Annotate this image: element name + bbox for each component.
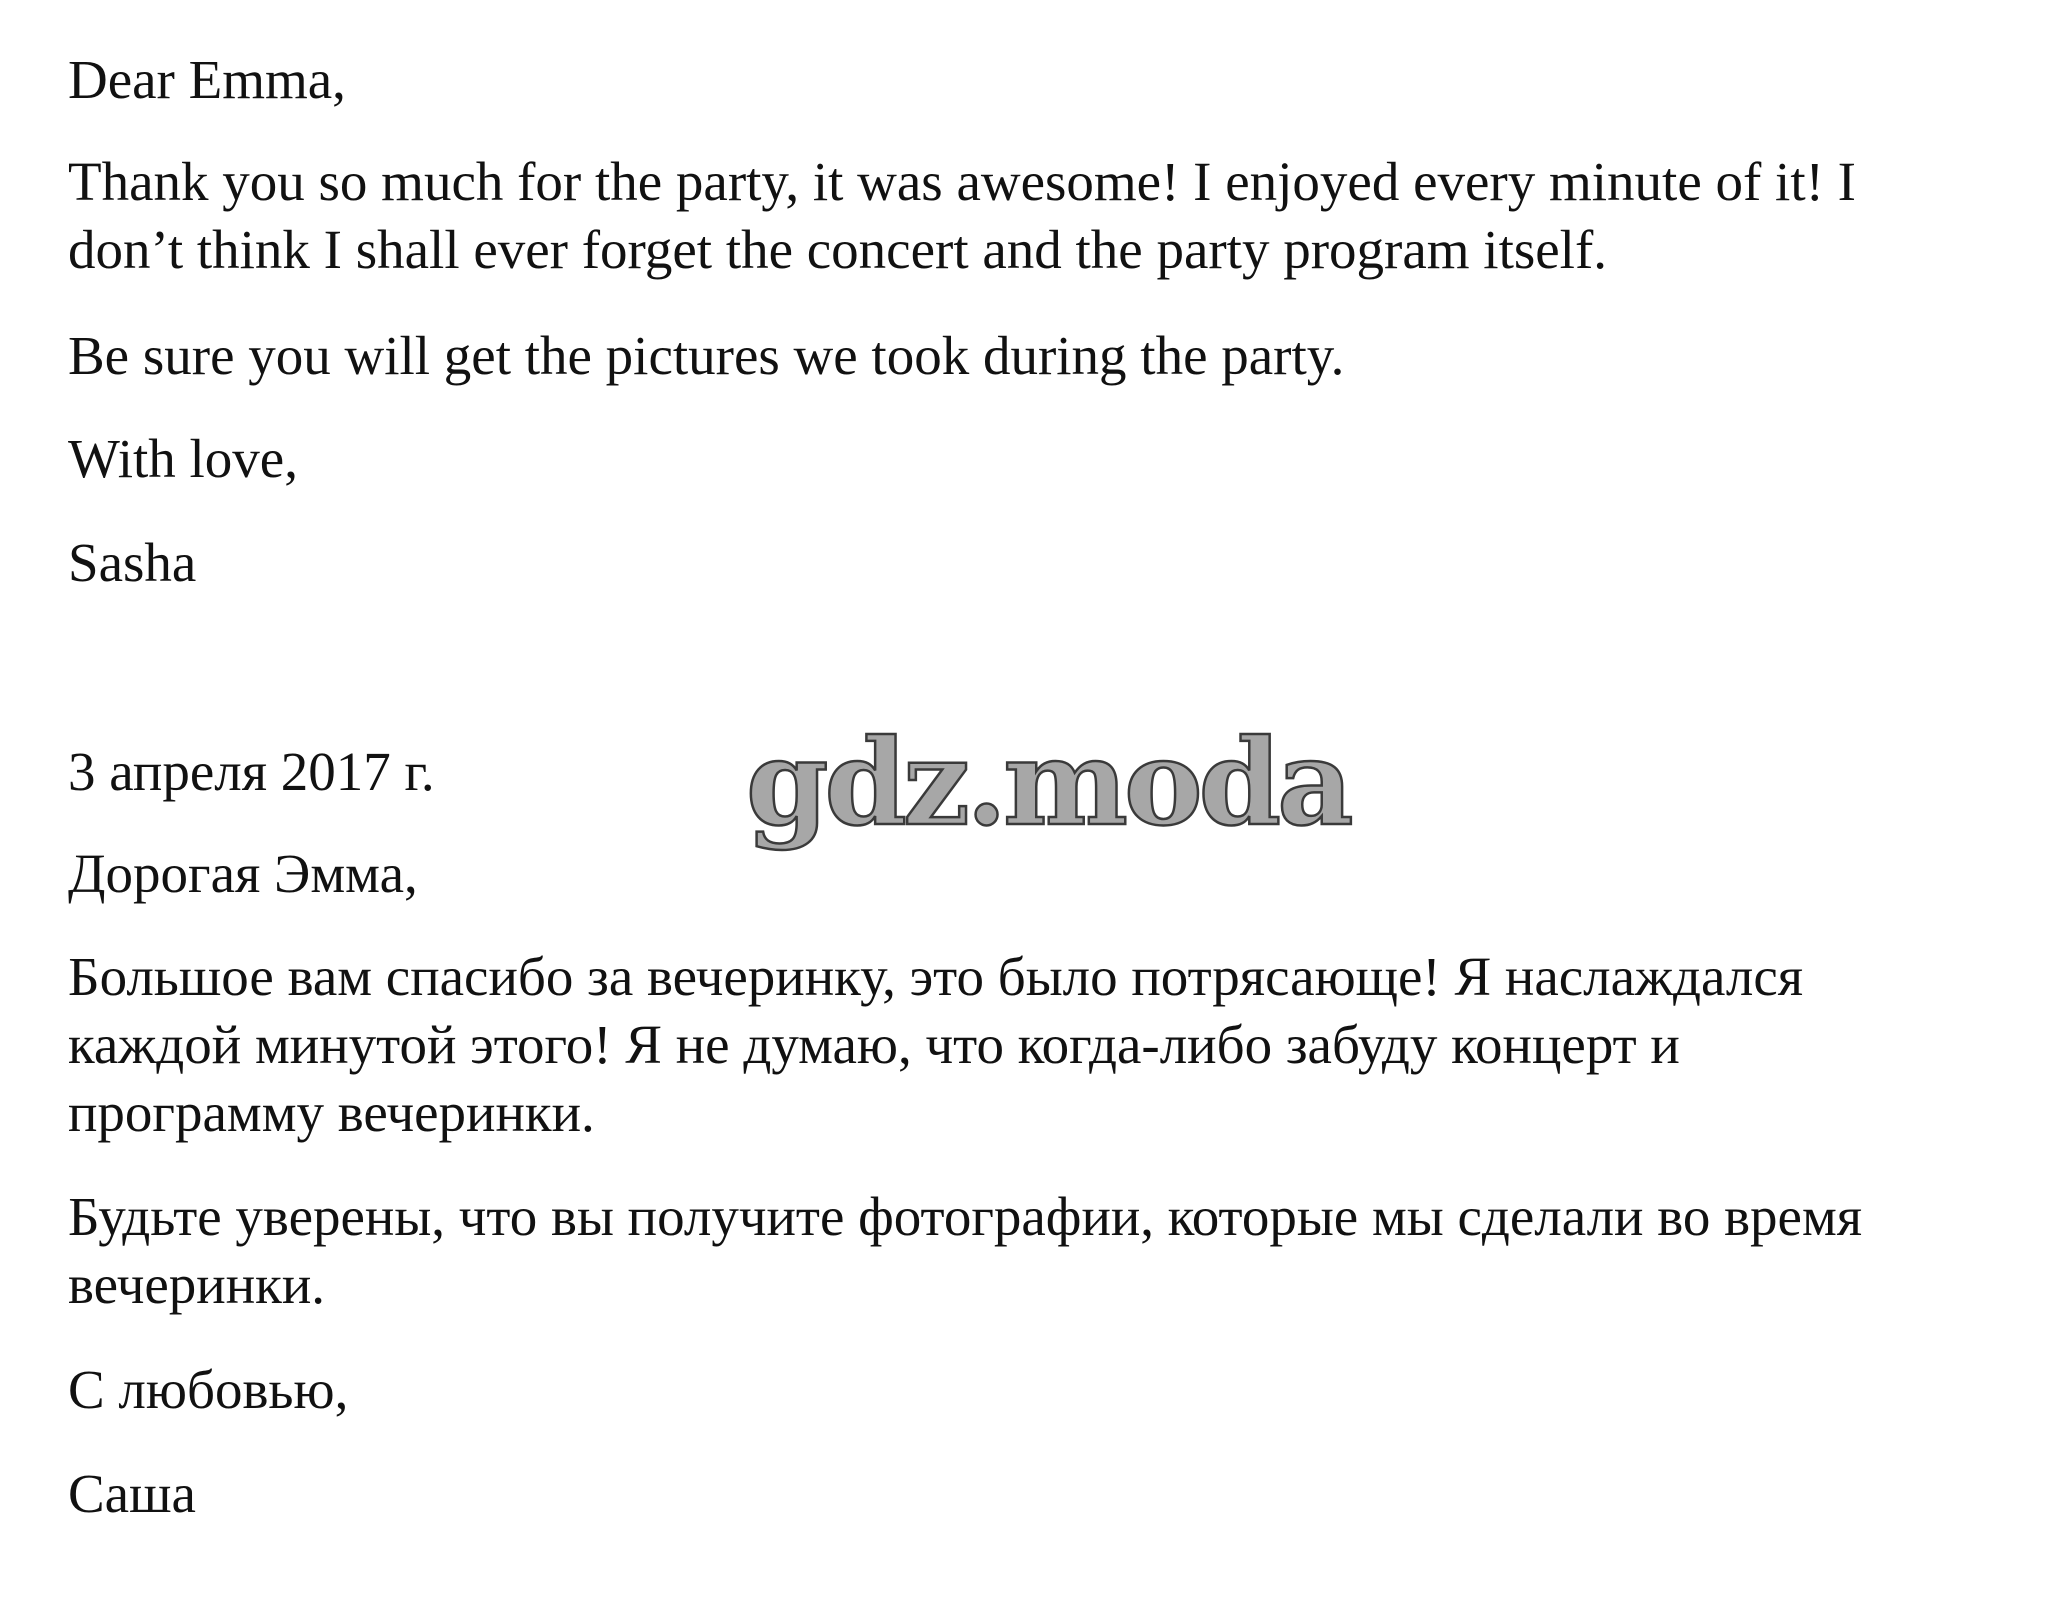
english-pictures-line: Be sure you will get the pictures we took during the party. bbox=[68, 325, 1345, 386]
russian-date: 3 апреля 2017 г. bbox=[68, 741, 435, 802]
russian-body-line-2: каждой минутой этого! Я не думаю, что когда-либо забуду концерт и bbox=[68, 1014, 1680, 1075]
english-greeting: Dear Emma, bbox=[68, 49, 346, 110]
russian-pictures-line-2: вечеринки. bbox=[68, 1254, 326, 1315]
watermark-text: gdz.moda bbox=[746, 713, 1350, 852]
english-body-line-1: Thank you so much for the party, it was awesome! I enjoyed every minute of it! I bbox=[68, 151, 1856, 212]
russian-closing: С любовью, bbox=[68, 1359, 349, 1420]
russian-pictures-line-1: Будьте уверены, что вы получите фотографии, которые мы сделали во время bbox=[68, 1186, 1863, 1247]
english-closing: With love, bbox=[68, 428, 298, 489]
russian-body-line-3: программу вечеринки. bbox=[68, 1082, 595, 1143]
english-signature: Sasha bbox=[68, 532, 197, 593]
russian-body-line-1: Большое вам спасибо за вечеринку, это было потрясающе! Я наслаждался bbox=[68, 946, 1804, 1007]
russian-signature: Саша bbox=[68, 1463, 196, 1524]
english-body-line-2: don’t think I shall ever forget the concert and the party program itself. bbox=[68, 219, 1608, 280]
gdz-moda-watermark-logo bbox=[740, 712, 1350, 872]
russian-greeting: Дорогая Эмма, bbox=[68, 843, 418, 904]
